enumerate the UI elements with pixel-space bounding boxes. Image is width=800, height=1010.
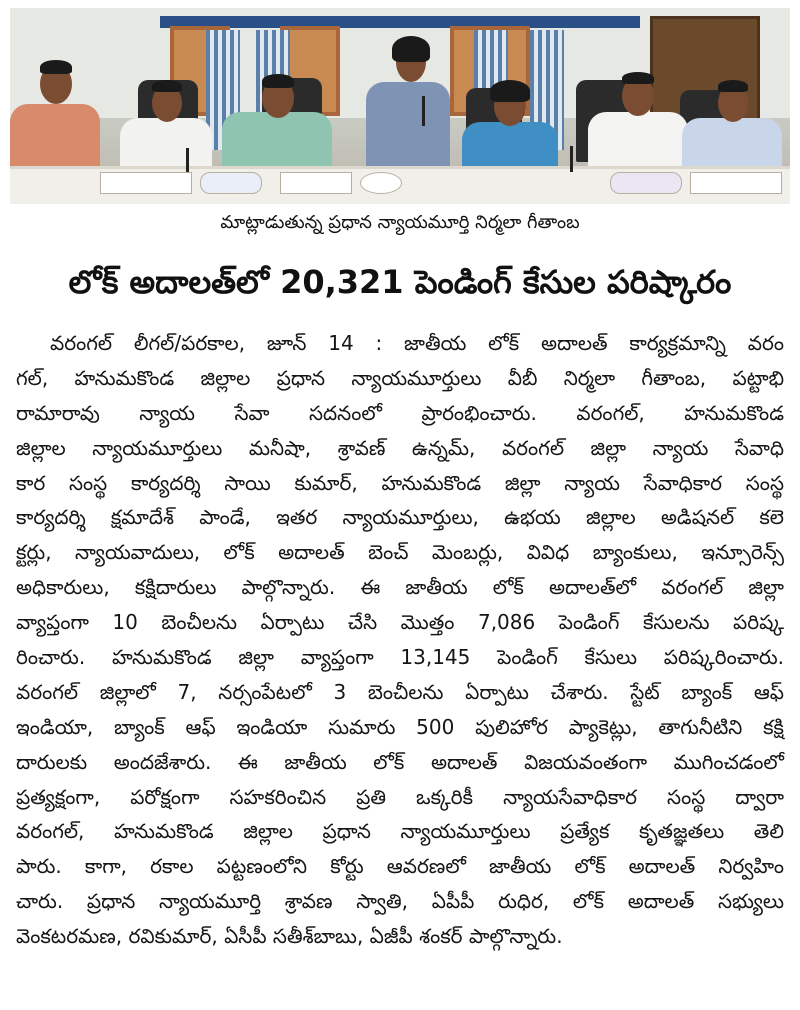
article-body: [16, 326, 784, 954]
article-line: పారు. కాగా, రకాల పట్టణంలోని కోర్టు ఆవరణలో జాతీయ లోక్ అదాలత్ నిర్వహిం: [16, 854, 784, 879]
photo-emblem: [360, 172, 402, 194]
article-line: దారులకు అందజేశారు. ఈ జాతీయ లోక్ అదాలత్ విజయవంతంగా ముగించడంలో: [16, 749, 784, 774]
article-line: అధికారులు, కక్షిదారులు పాల్గొన్నారు. ఈ జాతీయ లోక్ అదాలత్‌లో వరంగల్ జిల్లా: [16, 575, 784, 600]
photo-banner: [160, 16, 640, 28]
article-line: ఇండియా, బ్యాంక్ ఆఫ్ ఇండియా సుమారు 500 పులిహోర ప్యాకెట్లు, తాగునీటిని కక్షి: [16, 714, 784, 739]
photo-microphone: [422, 96, 425, 126]
article-line: కార్యదర్శి క్షమాదేశ్ పాండే, ఇతర న్యాయమూర్తులు, ఉభయ జిల్లాల అడిషనల్ కలె: [16, 505, 784, 530]
headline: లోక్ అదాలత్‌లో 20,321 పెండింగ్ కేసుల పరిష్కారం: [68, 263, 732, 301]
photo-nameplate: [200, 172, 262, 194]
article-line: వరంగల్ లీగల్/పరకాల, జూన్ 14 : జాతీయ లోక్ అదాలత్ కార్యక్రమాన్ని వరం: [50, 331, 784, 355]
news-photo: [10, 8, 790, 204]
article-line: రామారావు న్యాయ సేవా సదనంలో ప్రారంభించారు. వరంగల్, హనుమకొండ: [16, 400, 784, 425]
article-line: గల్, హనుమకొండ జిల్లాల ప్రధాన న్యాయమూర్తులు వీబీ నిర్మలా గీతాంబ, పట్టాభి: [16, 365, 784, 390]
article-line: వెంకటరమణ, రవికుమార్, ఏసీపీ సతీశ్‌బాబు, ఏజీపీ శంకర్ పాల్గొన్నారు.: [16, 924, 563, 949]
article-line: వ్యాప్తంగా 10 బెంచీలను ఏర్పాటు చేసి మొత్తం 7,086 పెండింగ్ కేసులను పరిష్క: [16, 610, 784, 635]
article-line: రించారు. హనుమకొండ జిల్లా వ్యాప్తంగా 13,145 పెండింగ్ కేసులు పరిష్కరించారు.: [16, 645, 784, 670]
photo-caption: మాట్లాడుతున్న ప్రధాన న్యాయమూర్తి నిర్మలా గీతాంబ: [220, 212, 580, 233]
article-line: వరంగల్, హనుమకొండ జిల్లాల ప్రధాన న్యాయమూర్తులు ప్రత్యేక కృతజ్ఞతలు తెలి: [16, 819, 784, 844]
article-line: వరంగల్ జిల్లాలో 7, నర్సంపేటలో 3 బెంచీలను ఏర్పాటు చేశారు. స్టేట్ బ్యాంక్ ఆఫ్: [16, 679, 784, 704]
article-line: చారు. ప్రధాన న్యాయమూర్తి శ్రావణ స్వాతి, ఏపీపీ రుధిర, లోక్ అదాలత్ సభ్యులు: [16, 889, 784, 914]
article-line: ప్రత్యక్షంగా, పరోక్షంగా సహకరించిన ప్రతి ఒక్కరికీ న్యాయసేవాధికార సంస్థ ద్వారా: [16, 784, 784, 809]
photo-nameplate: [280, 172, 352, 194]
photo-nameplate: [690, 172, 782, 194]
article-line: కార సంస్థ కార్యదర్శి సాయి కుమార్, హనుమకొండ జిల్లా న్యాయ సేవాధికార సంస్థ: [16, 470, 784, 495]
photo-microphone: [186, 148, 189, 174]
article-line: క్టర్లు, న్యాయవాదులు, లోక్ అదాలత్ బెంచ్ మెంబర్లు, వివిధ బ్యాంకులు, ఇన్సూరెన్స్: [16, 540, 784, 565]
article-line: జిల్లాల న్యాయమూర్తులు మనీషా, శ్రావణ్ ఉన్నమ్, వరంగల్ జిల్లా న్యాయ సేవాధి: [16, 435, 784, 460]
photo-nameplate: [100, 172, 192, 194]
photo-microphone: [570, 146, 573, 172]
photo-nameplate: [610, 172, 682, 194]
